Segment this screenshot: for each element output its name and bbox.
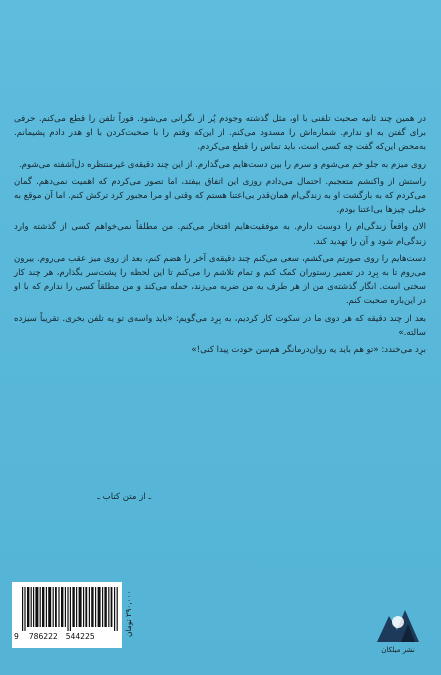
blurb-paragraph-6: بعد از چند دقیقه که هر دوی ما در سکوت کار کردیم، به بِرِد می‌گویم: «باید واسه‌ی تو یه تلفن بخری. تقریباً سیزده سالته.» bbox=[14, 313, 426, 338]
barcode-digit-group: 786222 bbox=[28, 632, 58, 641]
blurb-paragraph-4: الان واقعاً زندگی‌ام را دوست دارم. به موفقیت‌هایم افتخار می‌کنم. من مطلقاً نمی‌خواهم کسی از گذشته وارد زندگی‌ام شود و آن را تهدید کند. bbox=[14, 222, 426, 247]
publisher-mountains-icon bbox=[375, 602, 421, 646]
blurb-text bbox=[14, 112, 426, 360]
blurb-paragraph-7: برِد می‌خندد: «تو هم باید یه روان‌درمانگر هم‌سن خودت پیدا کنی!» bbox=[191, 345, 426, 356]
blurb-paragraph-5: دست‌هایم را روی صورتم می‌کشم، سعی می‌کنم چند دقیقه‌ی آخر را هضم کنم، بعد از روی میز عقب می‌روم. بیرون می‌روم تا به بِرِد در تعمیر رستوران کمک کنم و تمام تلاشم را می‌کنم تا این لحظه را پشت‌سر بگذارم، هر چند کار سختی است. انگار گذشته‌ی من از هر طرف به من ضربه می‌زند، حمله می‌کند و من مطلقاً کسی را ندارم که با او در این‌باره صحبت کنم. bbox=[14, 253, 426, 307]
blurb-paragraph-2: روی میزم به جلو خم می‌شوم و سرم را بین دست‌هایم می‌گذارم. از این چند دقیقه‌ی غیرمنتظره دل‌آشفته می‌شوم. bbox=[18, 159, 426, 170]
blurb-paragraph-3: راستش از واکنشم متعجبم. احتمال می‌دادم روزی این اتفاق بیفتد، اما تصور می‌کردم که اهمیت نمی‌دهم. گمان می‌کردم که به بازگشت او به زندگی‌ام همان‌قدر بی‌اعتنا هستم که وقتی او مرا مجبور کرد ترکش کنم. اما آن موقع به خیلی چیزها بی‌اعتنا بودم. bbox=[14, 176, 426, 216]
source-note: ـ از متن کتاب ـ bbox=[97, 492, 151, 502]
blurb-paragraph-1: در همین چند ثانیه صحبت تلفنی با او، مثل گذشته وجودم پُر از نگرانی می‌شود. فوراً تلفن را قطع می‌کنم. حرفی برای گفتن به او ندارم. شماره‌اش را مسدود می‌کنم. از این‌که وقتم را با صحبت‌کردن با او هدر دادم پشیمانم. به‌محض این‌که گفت چه کسی است، باید تماس را قطع می‌کردم. bbox=[14, 114, 426, 153]
barcode-bars-icon bbox=[22, 587, 118, 631]
price-label: ۲۹۰,۰۰۰ تومان bbox=[124, 590, 133, 637]
publisher-logo bbox=[375, 602, 421, 658]
barcode-digits bbox=[14, 632, 122, 641]
barcode-digit-group: 544225 bbox=[65, 632, 95, 641]
publisher-name: نشر میلکان bbox=[381, 646, 415, 654]
barcode-digit-group: 9 bbox=[14, 632, 19, 641]
isbn-barcode bbox=[12, 582, 122, 648]
